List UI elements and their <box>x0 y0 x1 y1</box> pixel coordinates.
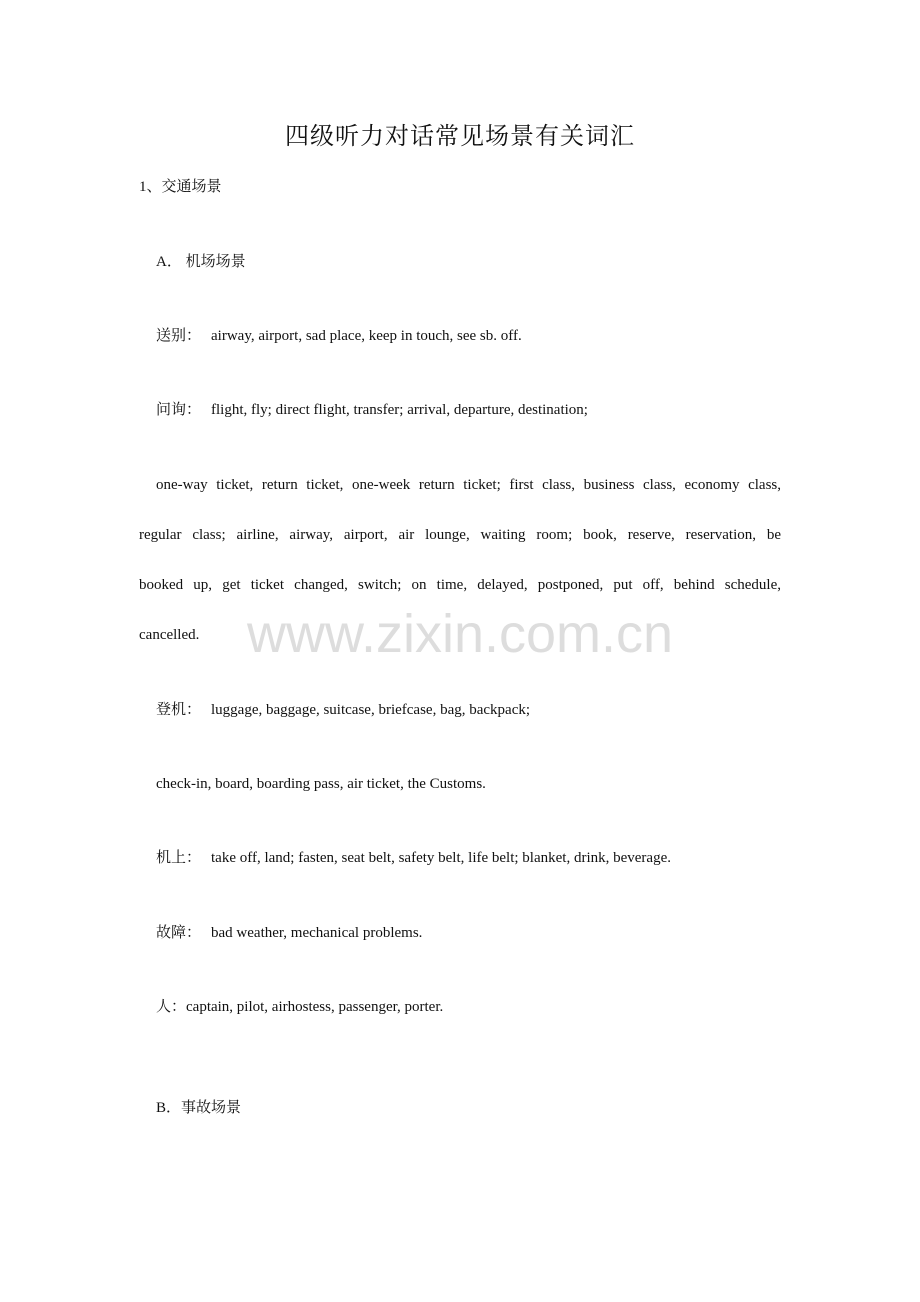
boarding-line <box>156 700 530 720</box>
subsection-heading-a: A． 机场场景 <box>156 254 246 270</box>
watermark: www.zixin.com.cn <box>246 604 674 664</box>
inquiry-line <box>156 400 588 420</box>
onboard-label: 机上： <box>156 850 202 866</box>
people-line: 人：captain, pilot, airhostess, passenger, porter. <box>156 999 444 1015</box>
fault-line <box>156 923 422 943</box>
inquiry-text: flight, fly; direct flight, transfer; arrival, departure, destination; <box>211 402 588 418</box>
farewell-text: airway, airport, sad place, keep in touch, see sb. off. <box>211 328 522 344</box>
inquiry-label: 问询： <box>156 402 202 418</box>
farewell-line <box>156 326 522 346</box>
boarding-text: luggage, baggage, suitcase, briefcase, bag, backpack; <box>211 702 531 718</box>
boarding-label: 登机： <box>156 702 202 718</box>
paragraph-line: regular class; airline, airway, airport, air lounge, waiting room; book, reserve, reservation, be <box>139 527 781 543</box>
paragraph-line: cancelled. <box>139 627 200 643</box>
onboard-line <box>156 848 671 868</box>
subsection-heading-b: B．事故场景 <box>156 1100 242 1116</box>
fault-label: 故障： <box>156 925 202 941</box>
paragraph-line: one-way ticket, return ticket, one-week return ticket; first class, business class, economy class, <box>156 477 781 493</box>
farewell-label: 送别： <box>156 328 202 344</box>
onboard-text: take off, land; fasten, seat belt, safety belt, life belt; blanket, drink, beverage. <box>211 850 671 866</box>
section-heading: 1、交通场景 <box>139 179 222 195</box>
paragraph-line: booked up, get ticket changed, switch; on time, delayed, postponed, put off, behind schedule, <box>139 577 781 593</box>
fault-text: bad weather, mechanical problems. <box>211 925 423 941</box>
checkin-line: check-in, board, boarding pass, air ticket, the Customs. <box>156 776 486 792</box>
document-title: 四级听力对话常见场景有关词汇 <box>285 124 635 150</box>
